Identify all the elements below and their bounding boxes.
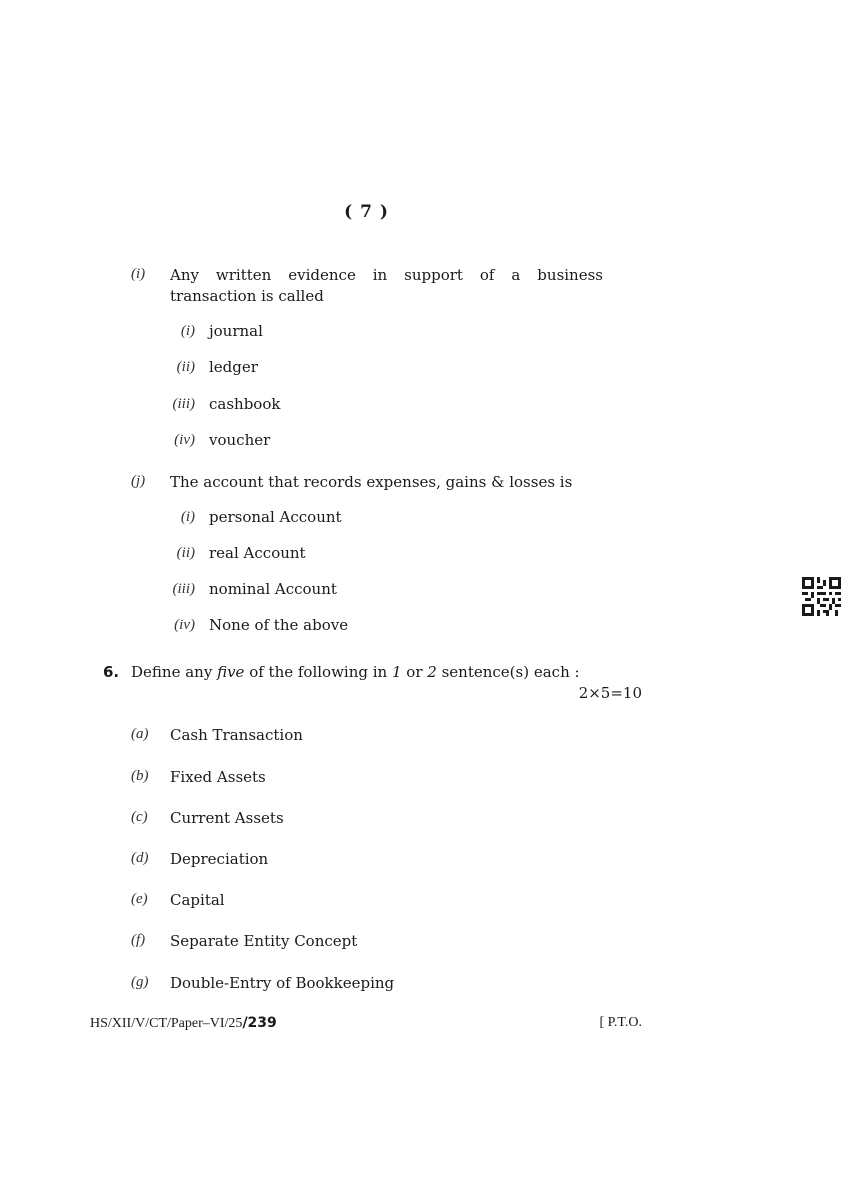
question-i-option-label: (ii) [176, 359, 195, 375]
qr-code-icon [802, 577, 841, 616]
question-i-option-text: cashbook [209, 395, 281, 413]
question-6-item-label: (g) [131, 974, 149, 990]
question-6-text-one: 1 [391, 663, 402, 681]
question-j-option-text: personal Account [209, 508, 342, 526]
question-6-text [131, 663, 580, 681]
question-6-text-post: sentence(s) each : [436, 663, 580, 681]
question-j-option-text: None of the above [209, 616, 349, 634]
question-j-option-label: (ii) [176, 545, 195, 561]
question-6-marks: 2×5=10 [578, 684, 642, 702]
question-j-label: (j) [131, 473, 146, 489]
question-j-option-text: nominal Account [209, 580, 337, 598]
footer-code-bold: /239 [242, 1015, 277, 1031]
question-6-item-text: Fixed Assets [170, 768, 266, 786]
question-i-option-text: voucher [209, 431, 271, 449]
question-6-item-label: (f) [131, 932, 146, 948]
footer-paper-code [90, 1015, 277, 1032]
question-6-item-label: (d) [131, 850, 149, 866]
question-i-text-line1: Any written evidence in support of a business [170, 266, 603, 284]
question-6-item-text: Double-Entry of Bookkeeping [170, 974, 395, 992]
question-6-text-mid2: or [401, 663, 428, 681]
question-6-item-label: (c) [131, 809, 148, 825]
question-6-number: 6. [103, 663, 120, 681]
footer-code: HS/XII/V/CT/Paper–VI/25 [90, 1016, 243, 1031]
question-j-option-label: (iv) [174, 617, 195, 633]
question-6-item-text: Current Assets [170, 809, 284, 827]
question-6-item-label: (b) [131, 768, 149, 784]
question-i-option-label: (iii) [172, 396, 195, 412]
question-6-text-pre: Define any [131, 663, 218, 681]
question-6-item-label: (a) [131, 726, 149, 742]
question-6-text-five: five [217, 663, 245, 681]
question-j-option-label: (iii) [172, 581, 195, 597]
question-i-label: (i) [131, 266, 146, 282]
question-j-option-label: (i) [180, 509, 195, 525]
question-i-text [170, 265, 603, 307]
page-number: ( 7 ) [344, 202, 389, 222]
question-j-option-text: real Account [209, 544, 306, 562]
question-6-item-text: Cash Transaction [170, 726, 303, 744]
question-6-item-text: Separate Entity Concept [170, 932, 358, 950]
question-6-text-two: 2 [427, 663, 437, 681]
question-6-item-label: (e) [131, 891, 148, 907]
question-j-text: The account that records expenses, gains & losses is [170, 473, 573, 491]
question-i-option-text: journal [209, 322, 263, 340]
question-6-item-text: Depreciation [170, 850, 269, 868]
question-i-option-label: (i) [180, 323, 195, 339]
question-6-item-text: Capital [170, 891, 225, 909]
footer-pto: [ P.T.O. [599, 1015, 642, 1030]
question-i-text-line2: transaction is called [170, 287, 324, 305]
question-i-option-label: (iv) [174, 432, 195, 448]
question-i-option-text: ledger [209, 358, 258, 376]
question-6-text-mid1: of the following in [244, 663, 392, 681]
